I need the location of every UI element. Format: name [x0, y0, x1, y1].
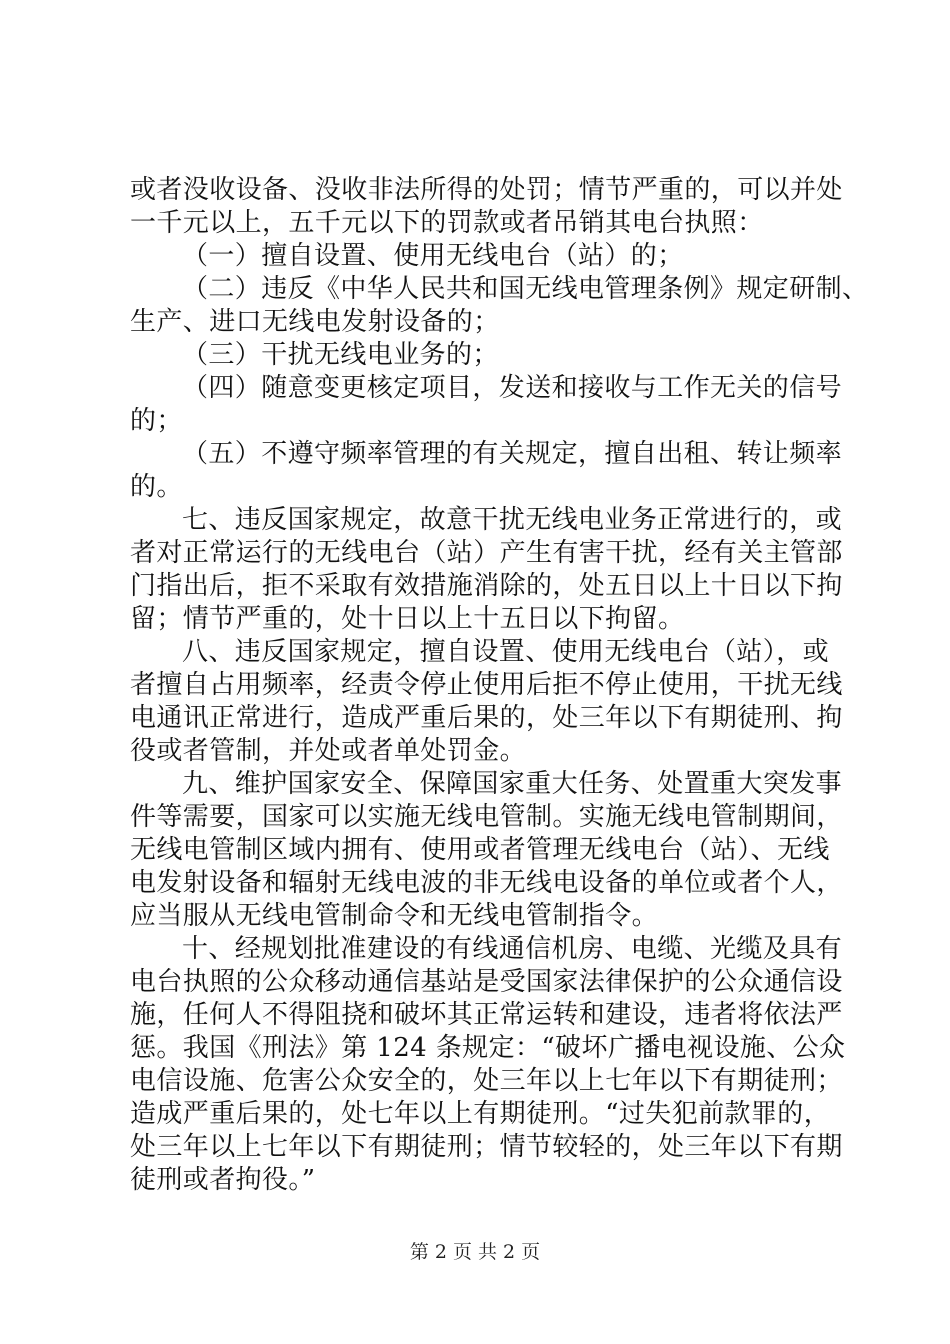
text-line: 电信设施、危害公众安全的，处三年以上七年以下有期徒刑； [130, 1066, 843, 1096]
list-item-3: （三）干扰无线电业务的； [182, 340, 499, 370]
text-line: 的。 [130, 472, 183, 502]
text-line: 处三年以上七年以下有期徒刑；情节较轻的，处三年以下有期 [130, 1132, 843, 1162]
text-line: 一千元以上，五千元以下的罚款或者吊销其电台执照： [130, 208, 764, 238]
text-line: 或者没收设备、没收非法所得的处罚；情节严重的，可以并处 [130, 175, 843, 205]
text-line: 电发射设备和辐射无线电波的非无线电设备的单位或者个人， [130, 868, 843, 898]
list-item-4: （四）随意变更核定项目，发送和接收与工作无关的信号 [182, 373, 843, 403]
text-line: 者擅自占用频率，经责令停止使用后拒不停止使用，干扰无线 [130, 670, 843, 700]
text-line: 无线电管制区域内拥有、使用或者管理无线电台（站）、无线 [130, 835, 830, 865]
list-item-5: （五）不遵守频率管理的有关规定，擅自出租、转让频率 [182, 439, 843, 469]
paragraph-8-start: 八、违反国家规定，擅自设置、使用无线电台（站），或 [182, 637, 830, 667]
list-item-2: （二）违反《中华人民共和国无线电管理条例》规定研制、 [182, 274, 869, 304]
text-line: 徒刑或者拘役。” [130, 1165, 316, 1195]
paragraph-10-start: 十、经规划批准建设的有线通信机房、电缆、光缆及具有 [182, 934, 843, 964]
text-line: 门指出后，拒不采取有效措施消除的，处五日以上十日以下拘 [130, 571, 843, 601]
text-line: 电台执照的公众移动通信基站是受国家法律保护的公众通信设 [130, 967, 843, 997]
text-line: 施，任何人不得阻挠和破坏其正常运转和建设，违者将依法严 [130, 1000, 843, 1030]
list-item-1: （一）擅自设置、使用无线电台（站）的； [182, 241, 684, 271]
paragraph-9-start: 九、维护国家安全、保障国家重大任务、处置重大突发事 [182, 769, 843, 799]
text-line: 留；情节严重的，处十日以上十五日以下拘留。 [130, 604, 685, 634]
paragraph-7-start: 七、违反国家规定，故意干扰无线电业务正常进行的，或 [182, 505, 843, 535]
text-line: 件等需要，国家可以实施无线电管制。实施无线电管制期间， [130, 802, 843, 832]
text-line: 的； [130, 406, 183, 436]
text-line: 造成严重后果的，处七年以上有期徒刑。“过失犯前款罪的， [130, 1099, 831, 1129]
text-line: 电通讯正常进行，造成严重后果的，处三年以下有期徒刑、拘 [130, 703, 843, 733]
text-line: 者对正常运行的无线电台（站）产生有害干扰，经有关主管部 [130, 538, 843, 568]
text-line: 生产、进口无线电发射设备的； [130, 307, 500, 337]
text-line: 役或者管制，并处或者单处罚金。 [130, 736, 527, 766]
text-line: 应当服从无线电管制命令和无线电管制指令。 [130, 901, 659, 931]
document-body [130, 174, 869, 1197]
page-number-footer: 第 2 页 共 2 页 [409, 1241, 541, 1263]
text-line: 惩。我国《刑法》第 124 条规定：“破坏广播电视设施、公众 [130, 1033, 846, 1063]
